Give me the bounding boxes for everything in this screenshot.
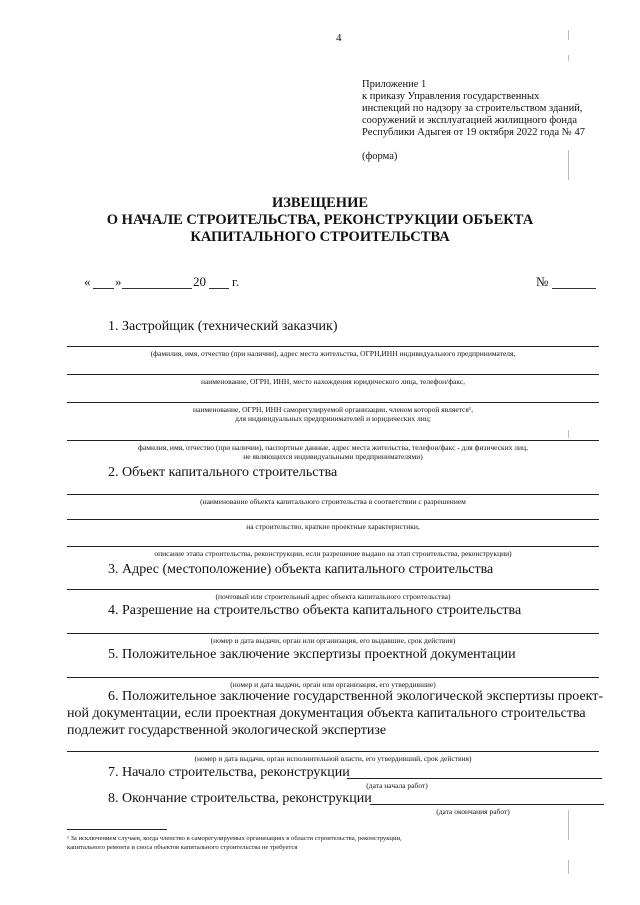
- scan-mark: [568, 30, 569, 40]
- scan-mark: [568, 430, 569, 438]
- number-field[interactable]: [552, 288, 596, 289]
- object-field-1[interactable]: [67, 494, 599, 495]
- field-caption: наименование, ОГРН, ИНН, место нахождения юридического лица, телефон/факс,: [200, 377, 466, 386]
- field-caption: не являющихся индивидуальными предпринимателями): [243, 452, 423, 461]
- section-1-heading: 1. Застройщик (технический заказчик): [108, 319, 338, 334]
- month-field[interactable]: [122, 288, 192, 289]
- appendix-line: сооружений и эксплуатацией жилищного фонда: [362, 115, 578, 126]
- document-title: КАПИТАЛЬНОГО СТРОИТЕЛЬСТВА: [190, 229, 450, 245]
- start-date-field[interactable]: [347, 778, 602, 779]
- section-6-text: подлежит государственной экологической экспертизе: [67, 723, 387, 738]
- appendix-line: Республики Адыгея от 19 октября 2022 года № 47: [362, 127, 585, 138]
- permit-field[interactable]: [67, 633, 599, 634]
- document-title: О НАЧАЛЕ СТРОИТЕЛЬСТВА, РЕКОНСТРУКЦИИ ОБЪЕКТА: [106, 212, 534, 228]
- field-caption: на строительство, краткие проектные характеристики,: [246, 522, 420, 531]
- field-caption: (номер и дата выдачи, орган или организация, его выдавшие, срок действия): [210, 636, 456, 645]
- open-quote: «: [84, 274, 91, 289]
- field-caption: фамилия, имя, отчество (при наличии), паспортные данные, адрес места жительства, телефон/факс - для физических лиц,: [138, 443, 528, 452]
- form-label: (форма): [362, 151, 398, 162]
- day-field[interactable]: [93, 288, 114, 289]
- appendix-line: инспекций по надзору за строительством зданий,: [362, 103, 583, 114]
- field-caption: (номер и дата выдачи, орган или организация, его утвердившие): [230, 680, 436, 689]
- appendix-line: к приказу Управления государственных: [362, 91, 540, 102]
- footnote-divider: [67, 829, 167, 830]
- field-caption: (наименование объекта капитального строительства в соответствии с разрешением: [200, 497, 466, 506]
- field-caption: наименование, ОГРН, ИНН саморегулируемой организации, членом которой является¹,: [193, 405, 473, 414]
- section-4-heading: 4. Разрешение на строительство объекта капитального строительства: [108, 603, 522, 618]
- page-number: 4: [336, 32, 342, 44]
- address-field[interactable]: [67, 589, 599, 590]
- field-caption: (номер и дата выдачи, орган исполнительной власти, его утвердивший, срок действия): [194, 754, 472, 763]
- footnote-text: капитального ремонта и сноса объектов капитального строительства не требуется: [67, 844, 298, 851]
- year-suffix: г.: [232, 274, 240, 289]
- field-caption: (дата начала работ): [366, 781, 428, 790]
- section-2-heading: 2. Объект капитального строительства: [108, 465, 338, 480]
- field-caption: для индивидуальных предпринимателей и юридических лиц;: [235, 414, 431, 423]
- scan-mark: [568, 860, 569, 874]
- section-6-text: ной документации, если проектная документация объекта капитального строительства: [67, 706, 586, 721]
- applicant-field-2[interactable]: [67, 374, 599, 375]
- section-5-heading: 5. Положительное заключение экспертизы проектной документации: [108, 647, 516, 662]
- field-caption: описание этапа строительства, реконструкции, если разрешение выдано на этап строительства, реконструкции): [154, 549, 512, 558]
- section-6-text: 6. Положительное заключение государственной экологической экспертизы проект-: [108, 689, 604, 704]
- field-caption: (почтовый или строительный адрес объекта капитального строительства): [215, 592, 451, 601]
- scan-mark: [568, 810, 569, 840]
- footnote-text: ¹ За исключением случаев, когда членство в саморегулируемых организациях в области строительства, реконструкции,: [67, 835, 402, 842]
- applicant-field-1[interactable]: [67, 346, 599, 347]
- number-sign: №: [536, 274, 549, 289]
- section-3-heading: 3. Адрес (местоположение) объекта капитального строительства: [108, 562, 494, 577]
- expertise-field[interactable]: [67, 677, 599, 678]
- field-caption: (фамилия, имя, отчество (при наличии), адрес места жительства, ОГРН,ИНН индивидуального предпринимателя,: [150, 349, 516, 358]
- document-title: ИЗВЕЩЕНИЕ: [271, 195, 369, 211]
- field-caption: (дата окончания работ): [436, 807, 510, 816]
- end-date-field[interactable]: [370, 804, 604, 805]
- appendix-line: Приложение 1: [362, 79, 427, 90]
- year-prefix: 20: [193, 274, 206, 289]
- section-8-heading: 8. Окончание строительства, реконструкции: [108, 791, 372, 806]
- object-field-3[interactable]: [67, 546, 599, 547]
- object-field-2[interactable]: [67, 519, 599, 520]
- applicant-field-3[interactable]: [67, 402, 599, 403]
- close-quote: »: [115, 274, 122, 289]
- ecology-expertise-field[interactable]: [67, 751, 599, 752]
- scan-mark: [568, 150, 569, 180]
- year-field[interactable]: [209, 288, 229, 289]
- scan-mark: [568, 55, 569, 61]
- applicant-field-4[interactable]: [67, 440, 599, 441]
- section-7-heading: 7. Начало строительства, реконструкции: [108, 765, 350, 780]
